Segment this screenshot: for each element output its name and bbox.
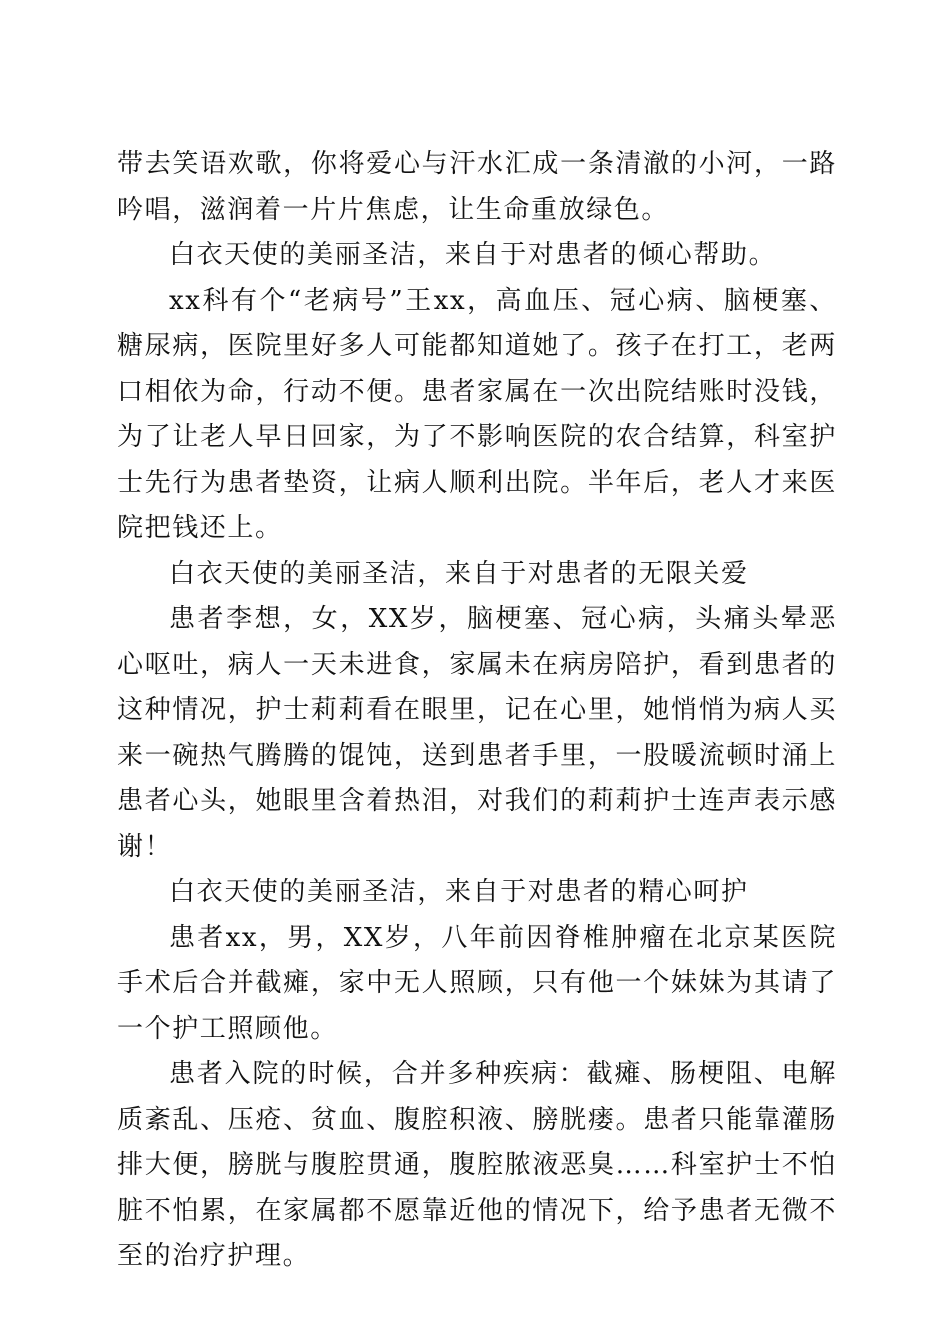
paragraph-story-li: 患者李想，女，XX岁，脑梗塞、冠心病，头痛头晕恶心呕吐，病人一天未进食，家属未在病房陪护，看到患者的这种情况，护士莉莉看在眼里，记在心里，她悄悄为病人买来一碗热气腾腾的馄饨，送到患者手里，一股暖流顿时涌上患者心头，她眼里含着热泪，对我们的莉莉护士连声表示感谢！ (117, 604, 837, 862)
paragraph-story-patient: 患者xx，男，XX岁，八年前因脊椎肿瘤在北京某医院手术后合并截瘫，家中无人照顾，只有他一个妹妹为其请了一个护工照顾他。 (117, 922, 837, 1044)
paragraph-story-wang: xx科有个“老病号”王xx，高血压、冠心病、脑梗塞、糖尿病，医院里好多人可能都知道她了。孩子在打工，老两口相依为命，行动不便。患者家属在一次出院结账时没钱，为了让老人早日回家，为了不影响医院的农合结算，科室护士先行为患者垫资，让病人顺利出院。半年后，老人才来医院把钱还上。 (117, 285, 837, 543)
paragraph-continuation: 带去笑语欢歌，你将爱心与汗水汇成一条清澈的小河，一路吟唱，滋润着一片片焦虑，让生命重放绿色。 (117, 149, 837, 225)
paragraph-heading-nursing: 白衣天使的美丽圣洁，来自于对患者的精心呵护 (169, 877, 749, 907)
paragraph-heading-care: 白衣天使的美丽圣洁，来自于对患者的无限关爱 (169, 558, 749, 589)
paragraph-story-diseases: 患者入院的时候，合并多种疾病：截瘫、肠梗阻、电解质紊乱、压疮、贫血、腹腔积液、膀胱瘘。患者只能靠灌肠排大便，膀胱与腹腔贯通，腹腔脓液恶臭……科室护士不怕脏不怕累，在家属都不愿靠近他的情况下，给予患者无微不至的治疗护理。 (117, 1059, 837, 1271)
document-body (117, 142, 837, 1280)
paragraph-heading-help: 白衣天使的美丽圣洁，来自于对患者的倾心帮助。 (169, 240, 777, 270)
